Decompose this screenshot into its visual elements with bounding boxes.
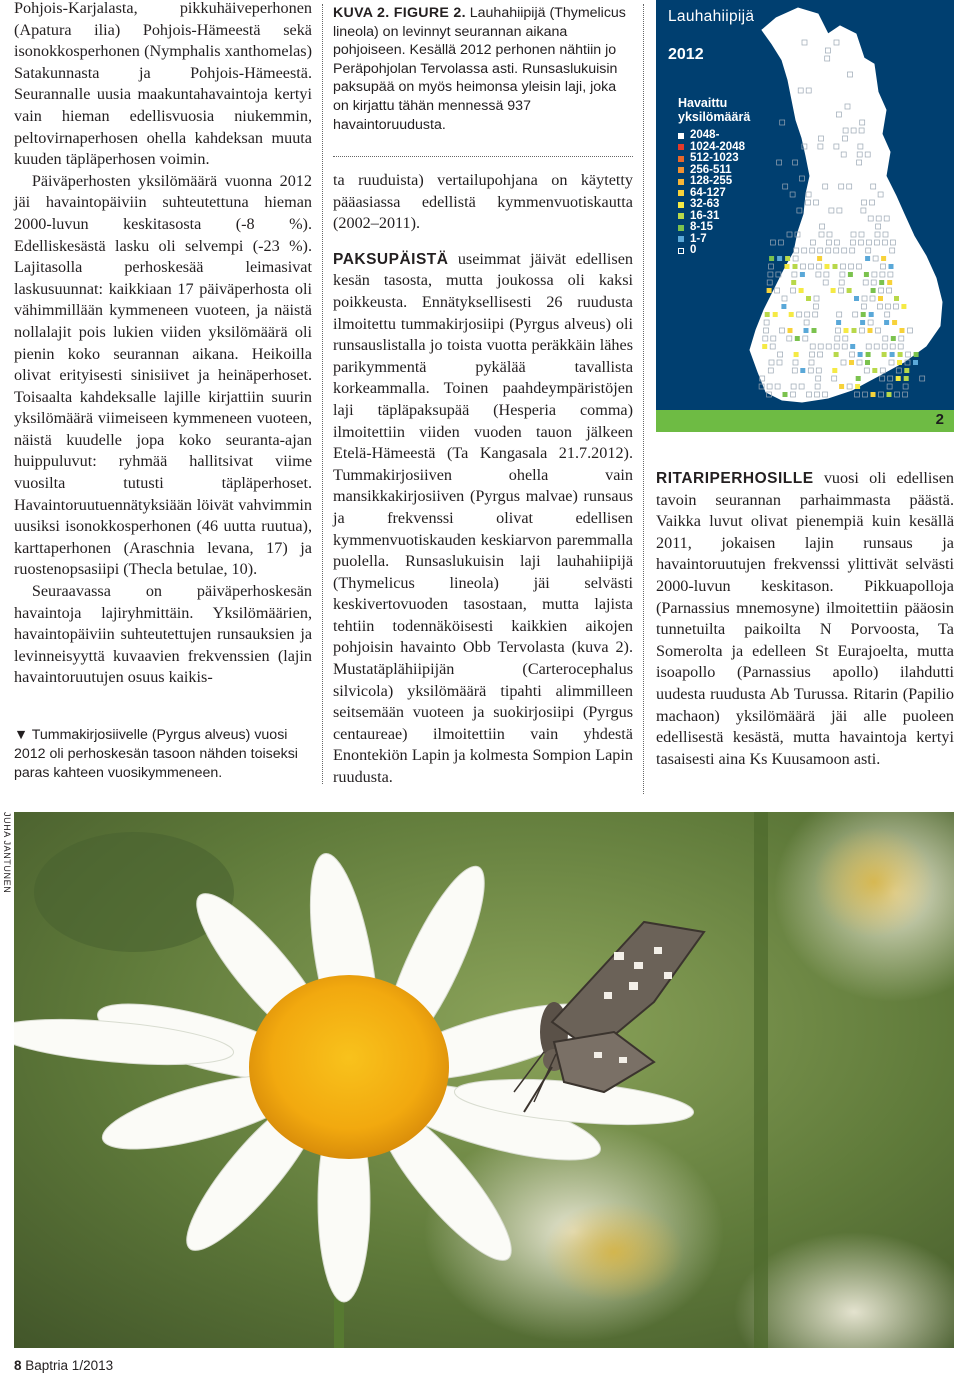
blurred-flower xyxy=(544,1202,684,1302)
legend-swatch xyxy=(678,179,684,185)
legend-swatch xyxy=(678,236,684,242)
observation-square xyxy=(806,296,811,301)
observation-square xyxy=(793,264,798,269)
observation-square xyxy=(872,368,877,373)
legend-swatch xyxy=(678,248,684,254)
blurred-flower xyxy=(814,827,934,937)
observation-square xyxy=(890,352,895,357)
column-2-body xyxy=(333,170,633,789)
observation-square xyxy=(783,184,788,189)
observation-square xyxy=(868,328,873,333)
page-number: 8 xyxy=(14,1358,22,1373)
observation-square xyxy=(777,256,782,261)
publication-name: Baptria 1/2013 xyxy=(25,1358,114,1373)
observation-square xyxy=(855,392,860,397)
observation-square xyxy=(849,360,854,365)
observation-square xyxy=(903,392,908,397)
observation-square xyxy=(776,272,781,277)
paragraph-ritariperhosille xyxy=(656,468,954,770)
observation-square xyxy=(793,160,798,165)
observation-square xyxy=(889,264,894,269)
observation-square xyxy=(789,312,794,317)
legend-swatch xyxy=(678,144,684,150)
observation-square xyxy=(847,288,852,293)
observation-square xyxy=(904,376,909,381)
map-figure-bar xyxy=(656,410,954,432)
photo-credit: JUHA JANTUNEN xyxy=(2,812,12,894)
legend-label: 2048- xyxy=(690,129,720,141)
observation-square xyxy=(778,240,783,245)
figure-caption xyxy=(333,4,633,134)
observation-square xyxy=(832,368,837,373)
observation-square xyxy=(894,296,899,301)
observation-square xyxy=(788,328,793,333)
observation-square xyxy=(904,368,909,373)
observation-square xyxy=(914,352,919,357)
observation-square xyxy=(762,344,767,349)
observation-square xyxy=(799,288,804,293)
observation-square xyxy=(861,312,866,317)
observation-square xyxy=(850,344,855,349)
observation-square xyxy=(833,264,838,269)
observation-square xyxy=(881,256,886,261)
legend-label: 1024-2048 xyxy=(690,140,745,153)
observation-square xyxy=(831,288,836,293)
legend-swatch xyxy=(678,133,684,139)
observation-square xyxy=(800,368,805,373)
observation-square xyxy=(825,264,830,269)
legend-swatch xyxy=(678,167,684,173)
observation-square xyxy=(765,312,770,317)
observation-square xyxy=(863,392,868,397)
column-3-body xyxy=(656,468,954,770)
butterfly-photo xyxy=(14,812,954,1348)
daisy-butterfly-illustration xyxy=(14,812,954,1348)
observation-square xyxy=(865,256,870,261)
paksupaista-text: useimmat jäivät edellisen kesän tasosta, mutta joukossa oli kaksi poikkeusta. Ennätyksellisesti 26 ruudusta ilmoitettu tummakirjosiipi (Pyrgus alveus) oli runsauslistalla jo toista vuotta peräkkäin lähes parikymmentä pykälää tavallista korkeammalla. Toinen paahdeympäristöjen laji täpläpaksupää (Hesperia comma) ilmoitettiin viiden vuoden tauon jälkeen Etelä-Hämeestä (Ta Kangasala 21.7.2012). Tummakirjosiiven ohella vain mansikkakirjosiiven (Pyrgus malvae) runsaus ja frekvenssi olivat edellisen kymmenvuotiskauden keskiarvon paremmalla puolella. Runsaslukuisin laji lauhahiipijä (Thymelicus lineola) jäi selvästi keskivertovuoden tasostaan, mutta lajista tehtiin todennäköisesti kaikkien aikojen pohjoisin havainto Obb Tervolasta (kuva 2). Mustatäplähiipijän (Carterocephalus silvicola) yksilömäärä tipahti alimmilleen seitsemään vuoteen ja suokirjosiipi (Pyrgus centaureae) ilmoitettiin vain yhdestä Enontekiön Lapin ja kolmesta Sompion Lapin ruudusta. xyxy=(333,249,633,787)
observation-square xyxy=(895,392,900,397)
observation-square xyxy=(839,384,844,389)
observation-square xyxy=(770,240,775,245)
page-footer xyxy=(14,1358,113,1373)
figure-caption-text: Lauhahiipijä (Thymelicus lineola) on levinnyt seurannan aikana pohjoiseen. Kesällä 2012 perhonen nähtiin jo Peräpohjolan Tervolassa asti. Runsaslukuisin paksupää on myös heimonsa yleisin laji, joka on kirjattu tähän mennessä 937 havaintoruudusta. xyxy=(333,5,626,133)
observation-square xyxy=(880,376,885,381)
legend-row xyxy=(678,153,745,165)
legend-title: Havaittu yksilömäärä xyxy=(678,96,751,124)
observation-square xyxy=(794,352,799,357)
observation-square xyxy=(800,272,805,277)
map-legend xyxy=(678,130,745,257)
legend-swatch xyxy=(678,202,684,208)
section-heading-ritariperhosille: RITARIPERHOSILLE xyxy=(656,470,814,487)
observation-square xyxy=(769,264,774,269)
observation-square xyxy=(901,304,906,309)
legend-swatch xyxy=(678,190,684,196)
observation-square xyxy=(896,376,901,381)
observation-square xyxy=(812,328,817,333)
legend-row xyxy=(678,245,745,257)
map-figure-number: 2 xyxy=(935,411,944,428)
observation-square xyxy=(920,376,925,381)
observation-square xyxy=(844,328,849,333)
observation-square xyxy=(852,328,857,333)
paragraph-paksupaista xyxy=(333,249,633,789)
observation-square xyxy=(903,384,908,389)
legend-row xyxy=(678,130,745,142)
caption-divider xyxy=(333,156,633,157)
observation-square xyxy=(860,320,865,325)
legend-swatch xyxy=(678,213,684,219)
blurred-flower xyxy=(34,832,234,952)
observation-square xyxy=(884,320,889,325)
legend-label: 64-127 xyxy=(690,186,726,199)
observation-square xyxy=(892,320,897,325)
observation-square xyxy=(913,360,918,365)
observation-square xyxy=(836,320,841,325)
section-heading-paksupaista: PAKSUPÄISTÄ xyxy=(333,250,449,268)
observation-square xyxy=(871,392,876,397)
legend-label: 16-31 xyxy=(690,209,720,222)
observation-square xyxy=(858,352,863,357)
legend-swatch xyxy=(678,225,684,231)
column-2 xyxy=(333,4,633,134)
column-1 xyxy=(14,0,312,689)
observation-square xyxy=(898,352,903,357)
observation-square xyxy=(781,304,786,309)
daisy-center xyxy=(249,975,449,1159)
photo-caption: ▼ Tummakirjosiivelle (Pyrgus alveus) vuosi 2012 oli perhoskesän tasoon nähden toiseksi paras kahteen vuosikymmeneen. xyxy=(14,727,298,781)
legend-label: 256-511 xyxy=(690,163,732,176)
observation-square xyxy=(856,376,861,381)
paragraph-intro: Pohjois-Karjalasta, pikkuhäiveperhonen (Apatura ilia) Pohjois-Hämeestä sekä isonokkosperhonen (Nymphalis xanthomelas) Satakunnasta ja Pohjois-Hämeestä. Seurannalle uusia maakuntahavaintoja kertyi vain hieman edellisvuosia niukemmin, peltovirnaperhosen ohella kahdeksan muuta kuuden täpläperhosen voimin. xyxy=(14,0,312,169)
observation-square xyxy=(773,312,778,317)
observation-square xyxy=(768,272,773,277)
legend-label: 512-1023 xyxy=(690,152,739,164)
observation-square xyxy=(897,360,902,365)
observation-square xyxy=(891,336,896,341)
observation-square xyxy=(887,392,892,397)
legend-label: 1-7 xyxy=(690,232,707,245)
observation-square xyxy=(817,256,822,261)
figure-label: KUVA 2. FIGURE 2. xyxy=(333,5,466,21)
observation-square xyxy=(887,384,892,389)
observation-square xyxy=(795,336,800,341)
observation-square xyxy=(780,120,785,125)
legend-label: 128-255 xyxy=(690,175,733,187)
observation-square xyxy=(787,232,792,237)
observation-square xyxy=(879,280,884,285)
observation-square xyxy=(767,288,772,293)
observation-square xyxy=(854,296,859,301)
paragraph-species-groups: Seuraavassa on päiväperhoskesän havaintoja lajiryhmittäin. Yksilömäärien, havaintopäiviin suhteutettujen runsauksien ja levinneisyyttä kuvaavien frekvenssien (lajin havaintoruutujen osuus kaikis- xyxy=(14,582,312,687)
observation-square xyxy=(777,160,782,165)
paragraph-continuation: ta ruuduista) vertailupohjana on käytetty pääasiassa edellistä kymmenvuotiskautta (2002–2011). xyxy=(333,171,633,233)
observation-square xyxy=(785,264,790,269)
observation-square xyxy=(865,360,870,365)
legend-swatch xyxy=(678,156,684,162)
flower-stem xyxy=(754,812,768,1348)
map-year: 2012 xyxy=(668,46,704,63)
ritariperhosille-text: vuosi oli edellisen tavoin seurannan parhaimmasta päästä. Vaikka luvut olivat pienempiä kuin kesällä 2011, jokaisen lajin runsaus ja havaintoruutujen frekvenssi ylittivät selvästi 2000-luvun keskitason. Pikkuapolloja (Parnassius mnemosyne) ilmoitettiin pääosin tunnetuilta paikoilta N Porvoosta, Ta Somerolta ja edelleen St Eurajoelta, mutta isoapollo (Parnassius apollo) ilahdutti uudesta ruudusta Ab Turussa. Ritarin (Papilio machaon) yksilömäärä jäi alle puoleen edellisestä kesästä, mutta havaintoja kertyi tasaisesti aina Ks Kuusamoon asti. xyxy=(656,469,955,768)
observation-square xyxy=(834,352,839,357)
observation-square xyxy=(783,392,788,397)
observation-square xyxy=(855,384,860,389)
observation-square xyxy=(767,280,772,285)
observation-square xyxy=(888,376,893,381)
observation-square xyxy=(785,256,790,261)
legend-row xyxy=(678,199,745,211)
legend-row xyxy=(678,176,745,188)
column-divider xyxy=(643,4,644,794)
observation-square xyxy=(900,328,905,333)
observation-square xyxy=(896,368,901,373)
observation-square xyxy=(797,208,802,213)
paragraph-individual-counts: Päiväperhosten yksilömäärä vuonna 2012 jäi havaintopäiviin suhteutettuna hieman 2000-luvun keskitasosta (-8 %). Edelliskesästä lasku oli selvempi (-23 %). Lajitasolla perhoskesää leimasivat laskusuunnat: kaikkiaan 17 päiväperhosta oli vähimmillään kymmeneen vuoteen, ja näistä nollalajit pois lukien viiden yksilömäärä oli pienin koko seurannan aikana. Heikoilla olivat erityisesti sinisiivet ja heinäperhoset. Toisaalta kahdeksalle lajille kirjattiin suurin yksilömäärä viimeiseen kymmeneen vuoteen, näistä kuudelle jopa koko seuranta-ajan huippuluvut: ryhmää hallitsivat viime vuosilta tutusti täpläperhoset. Havaintoruutuennätyksiään löivät vahvimmin uusiksi isonokkosperhonen (46 uutta ruutua), karttaperhonen (Araschnia levana, 17) ja ruostenopsasiipi (Thecla betulae, 10). xyxy=(14,171,312,579)
legend-label: 8-15 xyxy=(690,221,714,233)
observation-square xyxy=(879,392,884,397)
observation-square xyxy=(882,352,887,357)
legend-label: 0 xyxy=(690,244,697,256)
legend-row xyxy=(678,234,745,246)
observation-square xyxy=(864,272,869,277)
observation-square xyxy=(869,312,874,317)
observation-square xyxy=(848,272,853,277)
observation-square xyxy=(791,280,796,285)
observation-square xyxy=(804,328,809,333)
map-title: Lauhahiipijä xyxy=(668,8,755,25)
finland-map xyxy=(736,0,954,412)
legend-row xyxy=(678,222,745,234)
finland-outline xyxy=(750,8,942,402)
observation-square xyxy=(878,296,883,301)
observation-square xyxy=(790,192,795,197)
observation-square xyxy=(769,256,774,261)
observation-square xyxy=(799,176,804,181)
observation-square xyxy=(887,280,892,285)
distribution-map xyxy=(656,0,954,432)
observation-square xyxy=(871,288,876,293)
legend-label: 32-63 xyxy=(690,198,720,210)
column-divider xyxy=(322,4,323,784)
observation-square xyxy=(866,352,871,357)
